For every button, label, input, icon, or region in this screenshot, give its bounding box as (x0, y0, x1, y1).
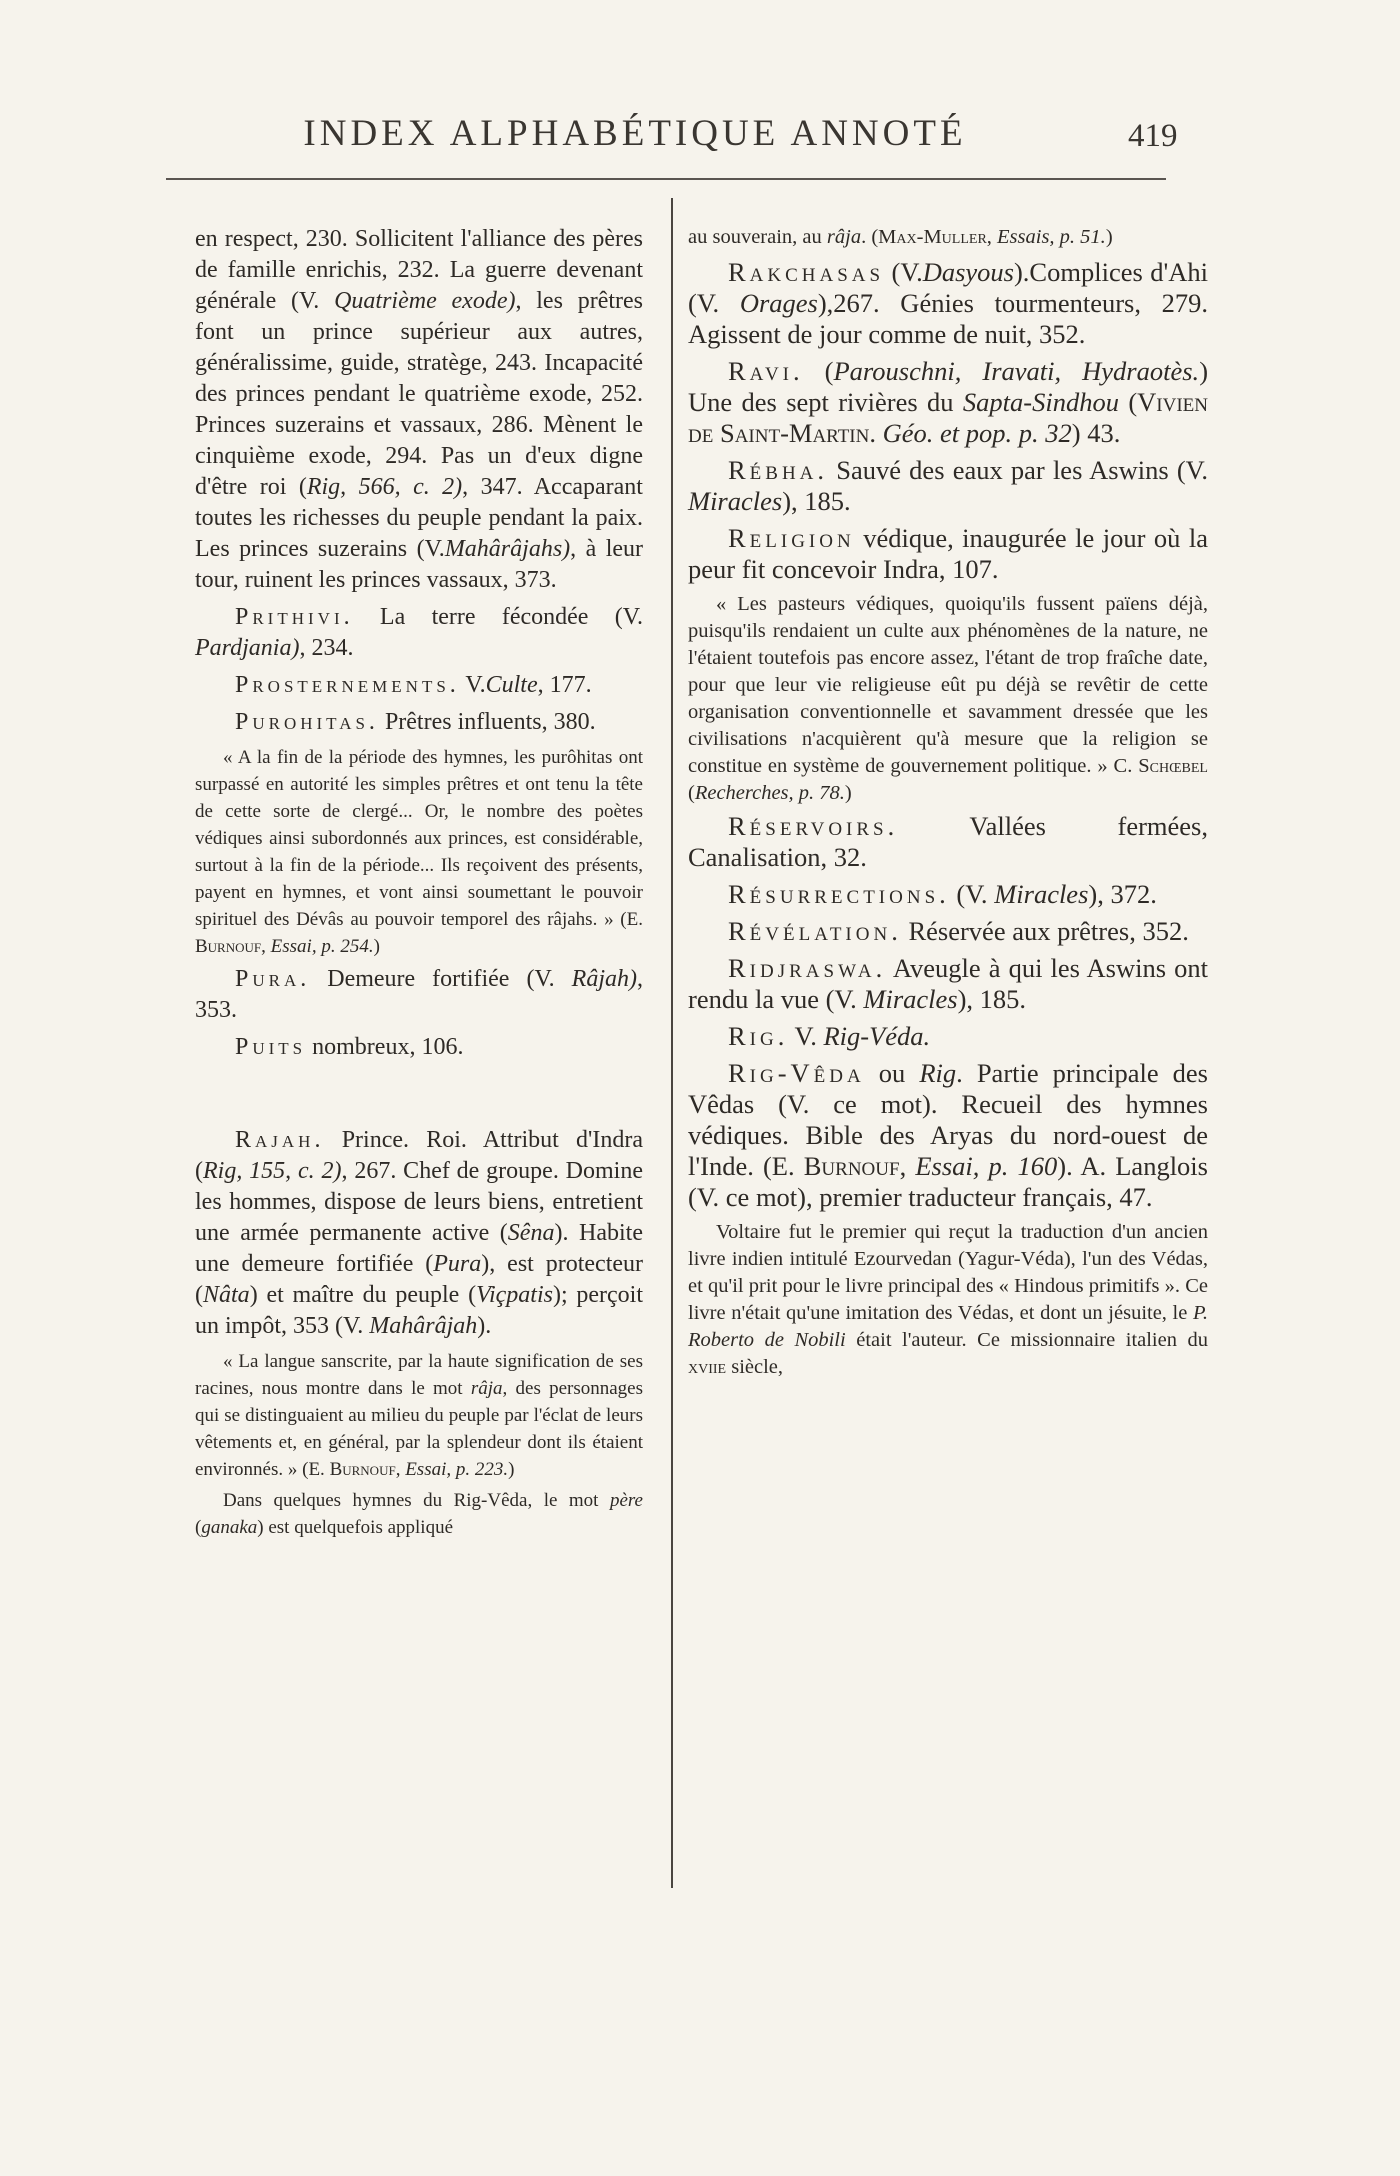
italic-reference: Essai, p. 223. (405, 1459, 509, 1480)
entry-text: Réservée aux prêtres, 352. (901, 916, 1189, 946)
entry-headword: Prosternements. (235, 672, 460, 698)
entry-text: ) et maître du peuple ( (249, 1282, 477, 1308)
italic-reference: Dasyous (922, 257, 1014, 287)
entry-headword: Ravi. (728, 356, 804, 386)
entry-text: védique, inaugurée le jour où la peur fit concevoir Indra, 107. (688, 523, 1208, 584)
index-entry (688, 257, 1208, 350)
entry-headword: Rakchasas (728, 257, 885, 287)
entry-text: « A la fin de la période des hymnes, les purôhitas ont surpassé en autorité les simples prêtres et ont tenu la tête de cette sorte de clergé... Or, le nombre des poètes védiques ainsi subordonnés aux princes, est considérable, surtout à la fin de la période... Ils reçoivent des présents, payent en hymnes, et vont ainsi soumettant le pouvoir spirituel des Dévâs au pouvoir temporel des râjahs. » (E. (195, 747, 643, 930)
index-note (688, 1219, 1208, 1381)
header-rule (166, 178, 1166, 180)
italic-reference: râja (470, 1378, 503, 1399)
index-entry (195, 670, 643, 701)
index-entry (195, 1032, 643, 1063)
italic-reference: Rig (919, 1058, 957, 1088)
index-entry (688, 455, 1208, 517)
italic-reference: Viçpatis (476, 1282, 553, 1308)
italic-reference: Miracles (863, 984, 958, 1014)
entry-text: ) est quelquefois appliqué (257, 1517, 454, 1538)
index-note (195, 1348, 643, 1483)
entry-text: ( (688, 782, 695, 804)
author-name: Vivien de Saint-Martin (688, 387, 1209, 448)
entry-text: ) 43. (1071, 418, 1121, 448)
entry-text: ); perçoit un impôt, 353 (V. (195, 1282, 644, 1339)
index-entry (688, 1058, 1208, 1213)
entry-text: , 347. Accaparant toutes les richesses du peuple pendant la paix. Les princes suzerains (V. (195, 474, 643, 562)
italic-reference: Orages (739, 288, 818, 318)
entry-text: , à leur tour, ruinent les princes vassaux, 373. (195, 536, 644, 593)
entry-text: Sauvé des eaux par les Aswins (V. (828, 455, 1208, 485)
entry-text: ), 185. (957, 984, 1027, 1014)
entry-text: ).Complices d'Ahi (V. (688, 257, 1208, 318)
entry-text: ) (844, 782, 852, 804)
entry-text: . ( (861, 226, 879, 248)
author-name: Schœbel (1138, 755, 1208, 777)
index-note (195, 1487, 643, 1541)
index-entry (688, 953, 1208, 1015)
column-divider (671, 198, 673, 1888)
entry-text: Dans quelques hymnes du Rig-Vêda, le mot (223, 1490, 610, 1511)
entry-text: ), est protecteur ( (195, 1251, 644, 1308)
entry-text: ( (1118, 387, 1138, 417)
right-column (688, 224, 1208, 1385)
entry-text: ) (508, 1459, 515, 1480)
index-entry (195, 602, 643, 664)
index-entry (195, 707, 643, 738)
entry-text: Demeure fortifiée (V. (310, 966, 572, 992)
entry-text: « La langue sanscrite, par la haute signification de ses racines, nous montre dans le mot (195, 1351, 643, 1399)
italic-reference: Essais, p. 51. (997, 226, 1106, 248)
index-entry (688, 356, 1208, 449)
continued-text (195, 224, 643, 596)
entry-headword: Prithivi. (235, 604, 354, 630)
entry-headword: Réservoirs. (728, 811, 899, 841)
entry-text: , (395, 1459, 406, 1480)
entry-text: ) (1105, 226, 1113, 248)
entry-text: ( (803, 356, 834, 386)
italic-reference: Pura (433, 1251, 482, 1277)
entry-headword: Pura. (235, 966, 311, 992)
italic-reference: Nâta (203, 1282, 250, 1308)
entry-headword: Rébha. (728, 455, 829, 485)
entry-text: ),267. Génies tourmenteurs, 279. Agissent de jour comme de nuit, 352. (688, 288, 1208, 349)
entry-text: Aveugle à qui les Aswins ont rendu la vue (V. (688, 953, 1208, 1014)
index-entry (688, 916, 1208, 947)
entry-headword: Révélation. (728, 916, 902, 946)
entry-headword: Ridjraswa. (728, 953, 887, 983)
entry-text: ). A. Langlois (V. ce mot), premier traducteur français, 47. (688, 1151, 1208, 1212)
left-column (195, 224, 643, 1545)
entry-text: . (869, 418, 883, 448)
entry-text: Vallées fermées, Canalisation, 32. (688, 811, 1208, 872)
entry-headword: Rajah. (235, 1127, 325, 1153)
index-note (195, 744, 643, 960)
entry-text: ), 185. (782, 486, 851, 516)
italic-reference: Culte (485, 672, 538, 698)
italic-reference: Miracles (994, 879, 1089, 909)
author-name: Burnouf (803, 1151, 900, 1181)
italic-reference: Mahârâjahs) (444, 536, 571, 562)
continued-text (688, 224, 1208, 251)
italic-reference: Rig, 155, c. 2) (203, 1158, 342, 1184)
italic-reference: Rig-Véda. (823, 1021, 931, 1051)
italic-reference: Essai, p. 254. (270, 936, 374, 957)
entry-text: Prince. Roi. Attribut d'Indra ( (195, 1127, 643, 1184)
entry-text: nombreux, 106. (306, 1034, 464, 1060)
author-name: Burnouf (329, 1459, 396, 1480)
italic-reference: père (609, 1490, 643, 1511)
entry-text: ( (195, 1517, 202, 1538)
italic-reference: P. Roberto de Nobili (688, 1302, 1208, 1351)
entry-text: , (986, 226, 998, 248)
entry-text: ) (373, 936, 380, 957)
index-note (688, 591, 1208, 807)
index-entry (688, 1021, 1208, 1052)
italic-reference: Pardjania) (195, 635, 300, 661)
entry-text: , 267. Chef de groupe. Domine les hommes, dispose de leurs biens, entretient une armée permanente active ( (195, 1158, 643, 1246)
entry-text: , 177. (537, 672, 592, 698)
italic-reference: Miracles (688, 486, 783, 516)
entry-headword: Puits (235, 1034, 307, 1060)
entry-text: . Partie principale des Vêdas (V. ce mot). Recueil des hymnes védiques. Bible des Aryas du nord-ouest de l'Inde. (E. (688, 1058, 1208, 1181)
italic-reference: Mahârâjah (369, 1313, 478, 1339)
entry-text: ). (477, 1313, 492, 1339)
entry-headword: Rig-Vêda (728, 1058, 865, 1088)
index-entry (195, 964, 643, 1026)
entry-text: , (899, 1151, 916, 1181)
entry-headword: Rig. (728, 1021, 789, 1051)
running-header-title: INDEX ALPHABÉTIQUE ANNOTÉ (303, 113, 967, 154)
italic-reference: râja (826, 226, 862, 248)
index-entry (688, 523, 1208, 585)
entry-text: ), 372. (1088, 879, 1157, 909)
italic-reference: Parouschni, Iravati, Hydraotès. (833, 356, 1200, 386)
entry-text: au souverain, au (688, 226, 827, 248)
entry-text: V. (788, 1021, 824, 1051)
entry-text: V. (459, 672, 486, 698)
entry-headword: Religion (728, 523, 855, 553)
entry-text: ou (864, 1058, 920, 1088)
index-entry (195, 1125, 643, 1342)
entry-text: , des personnages qui se distinguaient au milieu du peuple par l'éclat de leurs vêtements et, en général, par la splendeur dont ils étaient environnés. » (E. (195, 1378, 643, 1480)
entry-text: , les prêtres font un prince supérieur aux autres, généralissime, guide, stratège, 243. Incapacité des princes pendant le quatrième exode, 252. Princes suzerains et vassaux, 286. Mènent le cinquième exode, 294. Pas un d'eux digne d'être roi ( (195, 288, 644, 500)
entry-text: , 353. (195, 966, 643, 1023)
entry-text: , 234. (299, 635, 354, 661)
italic-reference: Râjah) (571, 966, 637, 992)
author-name: Burnouf (195, 936, 262, 957)
italic-reference: Quatrième exode) (334, 288, 516, 314)
page-number: 419 (1128, 118, 1178, 154)
entry-text: était l'auteur. Ce missionnaire italien du (845, 1329, 1208, 1351)
entry-text: « Les pasteurs védiques, quoiqu'ils fussent païens déjà, puisqu'ils rendaient un culte aux phénomènes de la nature, ne l'étaient toutefois pas encore assez, l'étant de trop fraîche date, pour que leur vie religieuse eût pu déjà se revêtir de cette organisation conventionnelle et savamment dressée que les civilisations n'acquièrent qu'à mesure que la religion se constitue en système de gouvernement politique. » C. (688, 593, 1208, 777)
italic-reference: Sapta-Sindhou (962, 387, 1119, 417)
italic-reference: Rig, 566, c. 2) (306, 474, 463, 500)
italic-reference: Recherches, p. 78. (694, 782, 845, 804)
entry-headword: Purohitas. (235, 709, 379, 735)
entry-text: en respect, 230. Sollicitent l'alliance des pères de famille enrichis, 232. La guerre devenant générale (V. (195, 226, 643, 314)
entry-text: ). Habite une demeure fortifiée ( (195, 1220, 643, 1277)
entry-text: siècle, (726, 1356, 784, 1378)
italic-reference: Essai, p. 160 (915, 1151, 1058, 1181)
index-entry (688, 811, 1208, 873)
italic-reference: Géo. et pop. p. 32 (882, 418, 1072, 448)
entry-text: Prêtres influents, 380. (378, 709, 596, 735)
entry-text: ) Une des sept rivières du (688, 356, 1209, 417)
author-name: Max-Muller (878, 226, 987, 248)
author-name: xviie (688, 1356, 727, 1378)
entry-text: (V. (949, 879, 995, 909)
entry-text: , (261, 936, 271, 957)
entry-text: La terre fécondée (V. (353, 604, 643, 630)
italic-reference: Sêna (507, 1220, 555, 1246)
entry-text: (V. (884, 257, 923, 287)
italic-reference: ganaka (201, 1517, 258, 1538)
entry-text: Voltaire fut le premier qui reçut la traduction d'un ancien livre indien intitulé Ezourvedan (Yagur-Véda), l'un des Védas, et qu'il prit pour le livre principal des « Hindous primitifs ». Ce livre n'était qu'une imitation des Védas, et dont un jésuite, le (688, 1221, 1208, 1324)
entry-headword: Résurrections. (728, 879, 950, 909)
index-entry (688, 879, 1208, 910)
